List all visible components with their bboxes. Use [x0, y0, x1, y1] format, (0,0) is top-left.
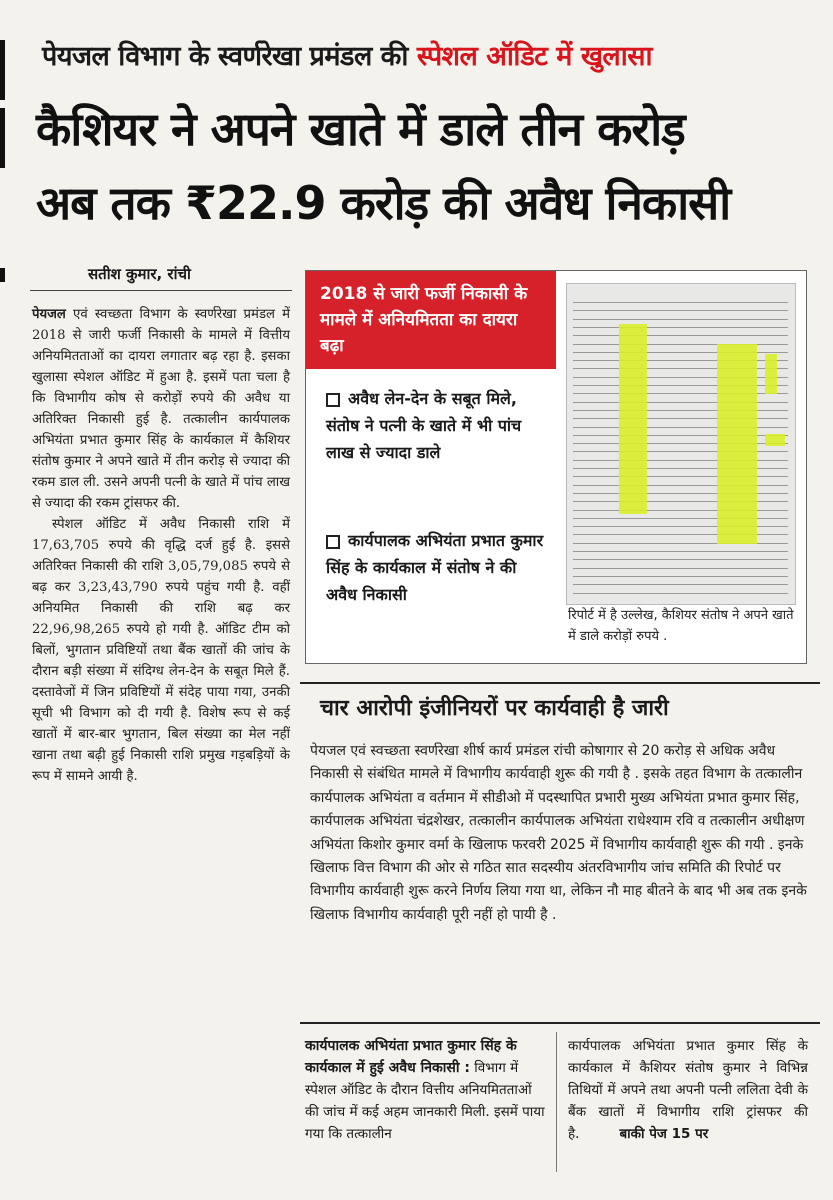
highlighter-mark	[619, 324, 647, 514]
continued-jump: बाकी पेज 15 पर	[619, 1126, 709, 1142]
report-table-row	[573, 559, 788, 566]
main-para-2: स्पेशल ऑडिट में अवैध निकासी राशि में 17,63,705 रुपये की वृद्धि दर्ज हुई है. इससे अतिरिक्त निकासी की राशि 3,05,79,085 रुपये से बढ़ कर 3,23,43,790 रुपये पहुंच गयी है. वहीं अनियमित निकासी की राशि बढ़ कर 22,96,98,265 रुपये हो गयी है. ऑडिट टीम को बिलों, भुगतान प्रविष्टियों तथा बैंक खातों की जांच के दौरान बड़ी संख्या में संदिग्ध लेन-देन के सबूत मिले हैं. दस्तावेजों में जिन प्रविष्टियों में संदेह पाया गया, उनकी सूची भी विभाग को दी गयी है. विशेष रूप से कई खातों में बार-बार भुगतान, बिल संख्या का मेल नहीं खाना तथा बढ़ी हुई निकासी राशि प्रमुख गड़बड़ियों के रूप में सामने आयी है.	[32, 517, 290, 784]
left-edge-mark	[0, 40, 5, 100]
report-table-row	[573, 335, 788, 342]
report-table-row	[573, 551, 788, 558]
checkbox-bullet-icon	[326, 535, 340, 549]
report-table-row	[573, 327, 788, 334]
byline: सतीश कुमार, रांची	[88, 265, 191, 283]
photo-caption: रिपोर्ट में है उल्लेख, कैशियर संतोष ने अपने खाते में डाले करोड़ों रुपये .	[568, 608, 794, 644]
kicker-black: पेयजल विभाग के स्वर्णरेखा प्रमंडल की	[42, 41, 417, 72]
report-table-row	[573, 568, 788, 575]
report-table-row	[573, 310, 788, 317]
highlighter-mark	[765, 354, 777, 394]
lower-left-head: कार्यपालक अभियंता प्रभात कुमार सिंह के कार्यकाल में हुई अवैध निकासी :	[305, 1038, 517, 1076]
report-table-row	[573, 302, 788, 309]
lead-word: पेयजल	[32, 307, 66, 322]
kicker-line	[42, 36, 822, 73]
main-para-1	[32, 304, 290, 514]
lower-right-text: कार्यपालक अभियंता प्रभात कुमार सिंह के कार्यकाल में कैशियर संतोष कुमार ने विभिन्न तिथियों में अपने तथा अपनी पत्नी ललिता देवी के बैंक खातों में विभागीय राशि ट्रांसफर की है.	[568, 1038, 808, 1142]
lower-left-text: विभाग में स्पेशल ऑडिट के दौरान वित्तीय अनियमितताओं की जांच में कई अहम जानकारी मिली. इसमें पाया गया कि तत्कालीन	[305, 1060, 545, 1142]
left-edge-mark	[0, 108, 5, 168]
sidebar-box	[305, 270, 807, 664]
highlighter-mark	[765, 434, 785, 446]
section-body: पेयजल एवं स्वच्छता स्वर्णरेखा शीर्ष कार्य प्रमंडल रांची कोषागार से 20 करोड़ से अधिक अवैध निकासी से संबंधित मामले में विभागीय कार्यवाही शुरू की गयी है . इसके तहत विभाग के तत्कालीन कार्यपालक अभियंता व वर्तमान में सीडीओ में पदस्थापित प्रभारी मुख्य अभियंता प्रभात कुमार सिंह, कार्यपालक अभियंता चंद्रशेखर, तत्कालीन कार्यपालक अभियंता राधेश्याम रवि व तत्कालीन अधीक्षण अभियंता किशोर कुमार वर्मा के खिलाफ फरवरी 2025 में विभागीय कार्यवाही शुरू की गयी . इनके खिलाफ वित्त विभाग की ओर से गठित सात सदस्यीय अंतरविभागीय जांच समिति की रिपोर्ट पर विभागीय कार्यवाही शुरू करने निर्णय लिया गया था, लेकिन नौ माह बीतने के बाद भी अब तक इनके खिलाफ विभागीय कार्यवाही पूरी नहीं हो पायी है .	[310, 743, 807, 923]
audit-report-photo	[566, 283, 796, 605]
checkbox-bullet-icon	[326, 393, 340, 407]
section-rule	[300, 682, 820, 684]
report-table-row	[573, 593, 788, 600]
headline-line-1: कैशियर ने अपने खाते में डाले तीन करोड़	[36, 102, 685, 156]
byline-rule	[30, 290, 292, 291]
highlighter-mark	[717, 344, 757, 544]
report-table-row	[573, 584, 788, 591]
lower-rule	[300, 1022, 820, 1024]
bullet-1-text: अवैध लेन-देन के सबूत मिले, संतोष ने पत्नी के खाते में भी पांच लाख से ज्यादा डाले	[326, 389, 522, 462]
headline-line-2: अब तक ₹22.9 करोड़ की अवैध निकासी	[36, 176, 731, 230]
kicker-red: स्पेशल ऑडिट में खुलासा	[416, 41, 652, 72]
sidebar-bullet-1	[326, 385, 551, 466]
sidebar-red-title: 2018 से जारी फर्जी निकासी के मामले में अनियमितता का दायरा बढ़ा	[306, 271, 556, 369]
report-table-row	[573, 576, 788, 583]
main-para-1-text: एवं स्वच्छता विभाग के स्वर्णरेखा प्रमंडल में 2018 से जारी फर्जी निकासी के मामले में वित्तीय अनियमितताओं का दायरा लगातार बढ़ रहा है. इसका खुलासा स्पेशल ऑडिट में हुआ है. इसमें पता चला है कि विभागीय कोष से करोड़ों रुपये की अवैध या अतिरिक्त निकासी हुई है. तत्कालीन कार्यपालक अभियंता प्रभात कुमार सिंह के कार्यकाल में कैशियर संतोष कुमार ने अपने खाते में तीन करोड़ से ज्यादा की रकम डाल ली. उसने अपनी पत्नी के खाते में पांच लाख से ज्यादा की रकम ट्रांसफर की.	[32, 307, 290, 511]
left-edge-mark	[0, 268, 5, 282]
lower-right-column	[568, 1035, 808, 1145]
column-divider	[556, 1032, 557, 1172]
lower-left-column	[305, 1035, 545, 1145]
sidebar-bullet-2	[326, 527, 551, 608]
report-table-row	[573, 319, 788, 326]
section-title: चार आरोपी इंजीनियरों पर कार्यवाही है जारी	[320, 696, 669, 721]
bullet-2-text: कार्यपालक अभियंता प्रभात कुमार सिंह के कार्यकाल में संतोष ने की अवैध निकासी	[326, 531, 544, 604]
main-column	[32, 304, 290, 787]
